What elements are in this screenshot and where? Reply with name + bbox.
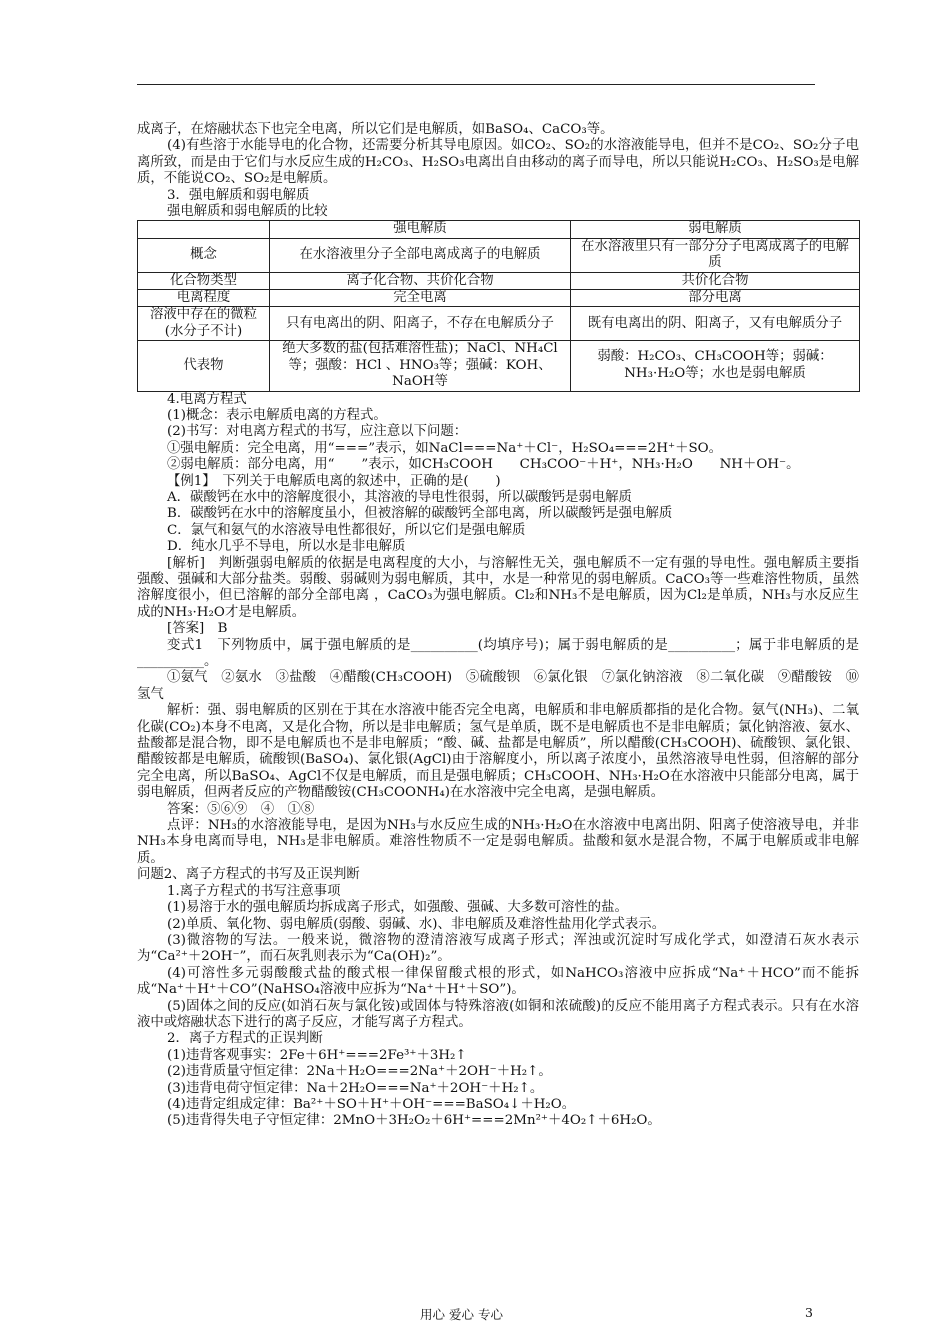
table-row-label: 概念	[138, 238, 270, 272]
table-header-row	[138, 221, 860, 238]
paragraph: ①氨气 ②氨水 ③盐酸 ④醋酸(CH₃COOH) ⑤硫酸钡 ⑥氯化银 ⑦氯化钠溶液 ⑧二氧化碳 ⑨醋酸铵 ⑩氢气	[137, 670, 859, 702]
paragraphs-top	[137, 122, 859, 220]
paragraph: 答案：⑤⑥⑨ ④ ①⑧	[167, 801, 315, 817]
table-cell: 既有电离出的阴、阳离子，又有电解质分子	[571, 307, 860, 341]
paragraph: 成离子，在熔融状态下也完全电离，所以它们是电解质，如BaSO₄、CaCO₃等。	[137, 122, 614, 137]
table-cell: 完全电离	[270, 290, 571, 307]
table-header-cell: 强电解质	[270, 221, 571, 238]
paragraph: (1)易溶于水的强电解质均拆成离子形式，如强酸、强碱、大多数可溶性的盐。	[167, 900, 628, 916]
paragraph: 变式1 下列物质中，属于强电解质的是__________(均填序号)；属于弱电解质的是__________；属于非电解质的是__________。	[137, 637, 859, 669]
paragraph: C．氯气和氨气的水溶液导电性都很好，所以它们是强电解质	[167, 522, 526, 538]
paragraph: (2)单质、氧化物、弱电解质(弱酸、弱碱、水)、非电解质及难溶性盐用化学式表示。	[167, 916, 666, 932]
footer-text: 用心 爱心 专心	[420, 1307, 503, 1322]
paragraph: A．碳酸钙在水中的溶解度很小，其溶液的导电性很弱，所以碳酸钙是弱电解质	[167, 489, 632, 505]
table-row	[138, 272, 860, 289]
table-header-cell	[138, 221, 270, 238]
page-content	[137, 122, 859, 1130]
table-row-label: 化合物类型	[138, 272, 270, 289]
paragraph: [解析] 判断强弱电解质的依据是电离程度的大小，与溶解性无关，强电解质不一定有强的导电性。强电解质主要指强酸、强碱和大部分盐类。弱酸、弱碱则为弱电解质，其中，水是一种常见的弱电解质。CaCO₃等一些难溶性物质，虽然溶解度很小，但已溶解的部分全部电离 ，CaCO₃为强电解质。Cl₂和NH₃不是电解质，因为Cl₂是单质，NH₃与水反应生成的NH₃·H₂O才是电解质。	[137, 555, 859, 620]
table-header-cell: 弱电解质	[571, 221, 860, 238]
table-cell: 共价化合物	[571, 272, 860, 289]
paragraph: 问题2、离子方程式的书写及正误判断	[137, 867, 360, 883]
paragraph: 3．强电解质和弱电解质	[167, 187, 310, 203]
paragraph: B．碳酸钙在水中的溶解度虽小，但被溶解的碳酸钙全部电离，所以碳酸钙是强电解质	[167, 506, 673, 522]
paragraph: (3)微溶物的写法。一般来说，微溶物的澄清溶液写成离子形式；浑浊或沉淀时写成化学式，如澄清石灰水表示为“Ca²⁺＋2OH⁻”，而石灰乳则表示为“Ca(OH)₂”。	[137, 932, 859, 965]
table-cell: 弱酸：H₂CO₃、CH₃COOH等；弱碱：NH₃·H₂O等；水也是弱电解质	[571, 341, 860, 391]
paragraph: 点评：NH₃的水溶液能导电，是因为NH₃与水反应生成的NH₃·H₂O在水溶液中电离出阴、阳离子使溶液导电，并非NH₃本身电离而导电，NH₃是非电解质。难溶性物质不一定是弱电解质。盐酸和氨水是混合物，不属于电解质或非电解质。	[137, 818, 859, 866]
paragraph: D．纯水几乎不导电，所以水是非电解质	[167, 539, 406, 555]
paragraph: 1.离子方程式的书写注意事项	[167, 883, 341, 899]
paragraph: (4)有些溶于水能导电的化合物，还需要分析其导电原因。如CO₂、SO₂的水溶液能导电，但并不是CO₂、SO₂分子电离所致，而是由于它们与水反应生成的H₂CO₃、H₂SO₃电离出自由移动的离子而导电，所以只能说H₂CO₃、H₂SO₃是电解质，不能说CO₂、SO₂是电解质。	[137, 138, 859, 187]
paragraph: (3)违背电荷守恒定律：Na＋2H₂O===Na⁺＋2OH⁻＋H₂↑。	[167, 1080, 544, 1096]
table-row	[138, 290, 860, 307]
table-row-label: 溶液中存在的微粒(水分子不计)	[138, 307, 270, 341]
table-row	[138, 307, 860, 341]
paragraph: [答案] B	[167, 621, 228, 637]
table-cell: 在水溶液里只有一部分分子电离成离子的电解质	[571, 238, 860, 272]
paragraphs-bottom	[137, 392, 859, 1130]
paragraph: (1)违背客观事实：2Fe＋6H⁺===2Fe³⁺＋3H₂↑	[167, 1047, 467, 1063]
paragraph: (5)固体之间的反应(如消石灰与氯化铵)或固体与特殊溶液(如铜和浓硫酸)的反应不能用离子方程式表示。只有在水溶液中或熔融状态下进行的离子反应，才能写离子方程式。	[137, 998, 859, 1030]
paragraph: (1)概念：表示电解质电离的方程式。	[167, 407, 387, 423]
table-row	[138, 341, 860, 391]
paragraph: ②弱电解质：部分电离，用“ ”表示，如CH₃COOH CH₃COO⁻＋H⁺，NH₃·H₂O NH＋OH⁻。	[167, 457, 800, 473]
table-cell: 绝大多数的盐(包括难溶性盐)；NaCl、NH₄Cl等；强酸：HCl 、HNO₃等；强碱：KOH、NaOH等	[270, 341, 571, 391]
table-row-label: 电离程度	[138, 290, 270, 307]
comparison-table	[137, 220, 860, 391]
paragraph: ①强电解质：完全电离，用“===”表示，如NaCl===Na⁺＋Cl⁻，H₂SO₄===2H⁺＋SO。	[167, 440, 723, 456]
table-cell: 离子化合物、共价化合物	[270, 272, 571, 289]
table-cell: 在水溶液里分子全部电离成离子的电解质	[270, 238, 571, 272]
table-cell: 部分电离	[571, 290, 860, 307]
paragraph: 强电解质和弱电解质的比较	[167, 204, 328, 220]
paragraph: (2)书写：对电离方程式的书写，应注意以下问题：	[167, 424, 468, 440]
paragraph: 2．离子方程式的正误判断	[167, 1031, 323, 1047]
header-rule	[137, 84, 815, 85]
page-number: 3	[805, 1305, 813, 1320]
paragraph: (5)违背得失电子守恒定律：2MnO＋3H₂O₂＋6H⁺===2Mn²⁺＋4O₂↑＋6H₂O。	[167, 1113, 661, 1129]
paragraph: (4)违背定组成定律：Ba²⁺＋SO＋H⁺＋OH⁻===BaSO₄↓＋H₂O。	[167, 1096, 576, 1112]
paragraph: (4)可溶性多元弱酸酸式盐的酸式根一律保留酸式根的形式，如NaHCO₃溶液中应拆成“Na⁺＋HCO”而不能拆成“Na⁺＋H⁺＋CO”(NaHSO₄溶液中应拆为“Na⁺＋H⁺＋SO”)。	[137, 965, 859, 998]
paragraph: 【例1】 下列关于电解质电离的叙述中，正确的是( )	[167, 473, 501, 489]
paragraph: (2)违背质量守恒定律：2Na＋H₂O===2Na⁺＋2OH⁻＋H₂↑。	[167, 1064, 552, 1080]
table-row-label: 代表物	[138, 341, 270, 391]
paragraph: 解析：强、弱电解质的区别在于其在水溶液中能否完全电离，电解质和非电解质都指的是化合物。氨气(NH₃)、二氧化碳(CO₂)本身不电离，又是化合物，所以是非电解质；氢气是单质，既不是电解质也不是非电解质；氯化钠溶液、氨水、盐酸都是混合物，即不是电解质也不是非电解质；“酸、碱、盐都是电解质”，所以醋酸(CH₃COOH)、硫酸钡、氯化银、醋酸铵都是电解质，硫酸钡(BaSO₄)、氯化银(AgCl)由于溶解度小，所以离子浓度小，虽然溶液导电性弱，但溶解的部分完全电离，所以BaSO₄、AgCl不仅是电解质，而且是强电解质；CH₃COOH、NH₃·H₂O在水溶液中只能部分电离，属于弱电解质，但两者反应的产物醋酸铵(CH₃COONH₄)在水溶液中完全电离，是强电解质。	[137, 703, 859, 801]
paragraph: 4.电离方程式	[167, 391, 247, 407]
table-cell: 只有电离出的阴、阳离子，不存在电解质分子	[270, 307, 571, 341]
table-row	[138, 238, 860, 272]
